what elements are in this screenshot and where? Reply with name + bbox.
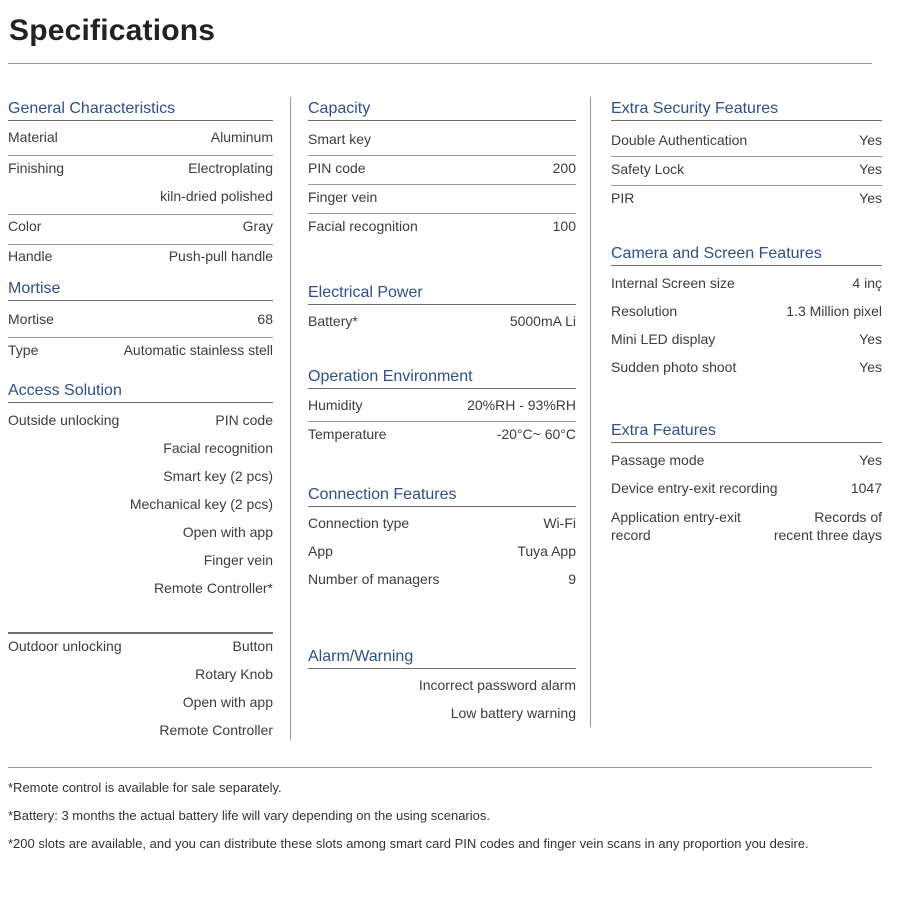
- spec-value: 200: [552, 160, 576, 176]
- extra-features-section: [611, 420, 882, 544]
- spec-label-line: record: [611, 527, 651, 543]
- spec-label: Passage mode: [611, 452, 705, 468]
- spec-value: Gray: [242, 218, 273, 234]
- alarm-item: Incorrect password alarm: [418, 677, 576, 693]
- spec-value: Yes: [859, 359, 882, 375]
- spec-value: Tuya App: [517, 543, 576, 559]
- spec-value-continued: Mechanical key (2 pcs): [129, 496, 273, 512]
- spec-label: Humidity: [308, 397, 363, 413]
- spec-label: Mini LED display: [611, 331, 716, 347]
- spec-row-finishing: [8, 160, 273, 188]
- spec-value: Wi-Fi: [543, 515, 576, 531]
- section-title: Connection Features: [308, 484, 576, 507]
- spec-row-sudden-photo: [611, 359, 882, 387]
- spec-label: Connection type: [308, 515, 410, 531]
- column-divider-1: [290, 97, 291, 740]
- spec-label: Double Authentication: [611, 132, 748, 148]
- spec-value-line: recent three days: [773, 527, 882, 543]
- spec-row-mortise: [8, 311, 273, 338]
- spec-row-outside-unlocking: [8, 412, 273, 440]
- spec-label: Number of managers: [308, 571, 440, 587]
- spec-label: Battery*: [308, 313, 358, 329]
- spec-value: Yes: [859, 331, 882, 347]
- spec-value: Push-pull handle: [168, 248, 273, 264]
- spec-value: 20%RH - 93%RH: [467, 397, 576, 413]
- section-title: Electrical Power: [308, 282, 576, 305]
- spec-label: Finger vein: [308, 189, 378, 205]
- spec-value: Electroplating: [188, 160, 273, 176]
- spec-value-line: Records of: [814, 509, 882, 525]
- spec-value: Yes: [859, 190, 882, 206]
- footnote-slots: *200 slots are available, and you can distribute these slots among smart card PIN codes and finger vein scans in any proportion you desire.: [8, 836, 809, 851]
- section-title: Capacity: [308, 98, 576, 121]
- spec-label: Safety Lock: [611, 161, 685, 177]
- spec-value-continued: Open with app: [182, 524, 273, 540]
- spec-row-type: [8, 342, 273, 368]
- spec-label: PIN code: [308, 160, 366, 176]
- spec-label: Sudden photo shoot: [611, 359, 737, 375]
- spec-value: 9: [568, 571, 576, 587]
- connection-features-section: [308, 484, 576, 599]
- spec-value: [774, 508, 882, 544]
- spec-label: Smart key: [308, 131, 372, 147]
- spec-value-continued: Finger vein: [203, 552, 273, 568]
- spec-row-app: [308, 543, 576, 571]
- capacity-section: [308, 98, 576, 242]
- footnote-battery: *Battery: 3 months the actual battery life will vary depending on the using scenarios.: [8, 808, 490, 823]
- spec-row-finger-vein: [308, 189, 576, 214]
- bottom-divider: [8, 767, 872, 768]
- spec-row-application-recording: [611, 508, 882, 544]
- spec-label-line: Application entry-exit: [611, 509, 741, 525]
- section-title: Access Solution: [8, 380, 273, 403]
- mortise-section: [8, 278, 273, 368]
- spec-label: Outdoor unlocking: [8, 638, 122, 654]
- spec-label: Outside unlocking: [8, 412, 120, 428]
- spec-label: Internal Screen size: [611, 275, 735, 291]
- spec-value: Yes: [859, 452, 882, 468]
- general-characteristics-section: [8, 98, 273, 274]
- spec-value: Yes: [859, 161, 882, 177]
- spec-label: [611, 508, 741, 544]
- spec-label: Color: [8, 218, 42, 234]
- section-title: Mortise: [8, 278, 273, 301]
- spec-value-continued: Smart key (2 pcs): [163, 468, 273, 484]
- spec-label: Temperature: [308, 426, 387, 442]
- section-title: Camera and Screen Features: [611, 243, 882, 266]
- spec-value-continued: Facial recognition: [163, 440, 273, 456]
- section-title: Alarm/Warning: [308, 646, 576, 669]
- spec-label: Facial recognition: [308, 218, 418, 234]
- spec-label: Handle: [8, 248, 53, 264]
- spec-row-safety-lock: [611, 161, 882, 186]
- electrical-power-section: [308, 282, 576, 337]
- spec-value-continued: Remote Controller*: [153, 580, 273, 596]
- spec-label: Material: [8, 129, 58, 145]
- footnote-remote: *Remote control is available for sale separately.: [8, 780, 282, 795]
- spec-label: PIR: [611, 190, 635, 206]
- spec-row-finishing-cont: [8, 188, 273, 215]
- spec-row-mini-led: [611, 331, 882, 359]
- outdoor-unlocking-block: [8, 638, 273, 750]
- spec-value: 100: [552, 218, 576, 234]
- spec-value: -20°C~ 60°C: [496, 426, 576, 442]
- spec-row-facial-recognition: [308, 218, 576, 242]
- spec-row-temperature: [308, 426, 576, 450]
- spec-label: Finishing: [8, 160, 65, 176]
- column-divider-2: [590, 97, 591, 727]
- spec-value-continued: Remote Controller: [159, 722, 273, 738]
- section-title: Extra Features: [611, 420, 882, 443]
- spec-value-continued: Rotary Knob: [195, 666, 273, 682]
- spec-value: Button: [232, 638, 273, 654]
- spec-label: App: [308, 543, 333, 559]
- section-title: Extra Security Features: [611, 98, 882, 121]
- alarm-warning-section: [308, 646, 576, 733]
- section-title: General Characteristics: [8, 98, 273, 121]
- access-solution-section: [8, 380, 273, 608]
- spec-label: Type: [8, 342, 39, 358]
- alarm-item: Low battery warning: [450, 705, 576, 721]
- extra-security-section: [611, 98, 882, 214]
- spec-row-pin-code: [308, 160, 576, 185]
- spec-row-screen-size: [611, 275, 882, 303]
- spec-value: kiln-dried polished: [160, 188, 273, 204]
- spec-row-humidity: [308, 397, 576, 422]
- spec-row-connection-type: [308, 515, 576, 543]
- spec-row-resolution: [611, 303, 882, 331]
- operation-environment-section: [308, 366, 576, 450]
- top-divider: [8, 63, 872, 64]
- spec-value-continued: Open with app: [182, 694, 273, 710]
- section-title: Operation Environment: [308, 366, 576, 389]
- spec-value: Automatic stainless stell: [123, 342, 273, 358]
- spec-row-double-authentication: [611, 132, 882, 157]
- spec-row-handle: [8, 248, 273, 274]
- spec-value: PIN code: [215, 412, 273, 428]
- page-title: Specifications: [9, 14, 216, 47]
- spec-row-color: [8, 218, 273, 245]
- access-divider: [8, 632, 273, 634]
- spec-value: 68: [257, 311, 273, 327]
- spec-row-smart-key: [308, 131, 576, 156]
- spec-value: 4 inç: [852, 275, 882, 291]
- spec-value: Yes: [859, 132, 882, 148]
- spec-value: Aluminum: [210, 129, 273, 145]
- spec-row-battery: [308, 313, 576, 337]
- spec-value: 5000mA Li: [509, 313, 576, 329]
- spec-label: Resolution: [611, 303, 678, 319]
- spec-row-passage-mode: [611, 452, 882, 480]
- spec-row-device-recording: [611, 480, 882, 508]
- spec-value: 1.3 Million pixel: [786, 303, 882, 319]
- spec-label: Mortise: [8, 311, 54, 327]
- spec-value: 1047: [850, 480, 882, 496]
- spec-row-material: [8, 129, 273, 156]
- spec-row-pir: [611, 190, 882, 214]
- spec-row-outdoor-unlocking: [8, 638, 273, 666]
- camera-screen-section: [611, 243, 882, 387]
- spec-row-managers: [308, 571, 576, 599]
- spec-label: Device entry-exit recording: [611, 480, 778, 496]
